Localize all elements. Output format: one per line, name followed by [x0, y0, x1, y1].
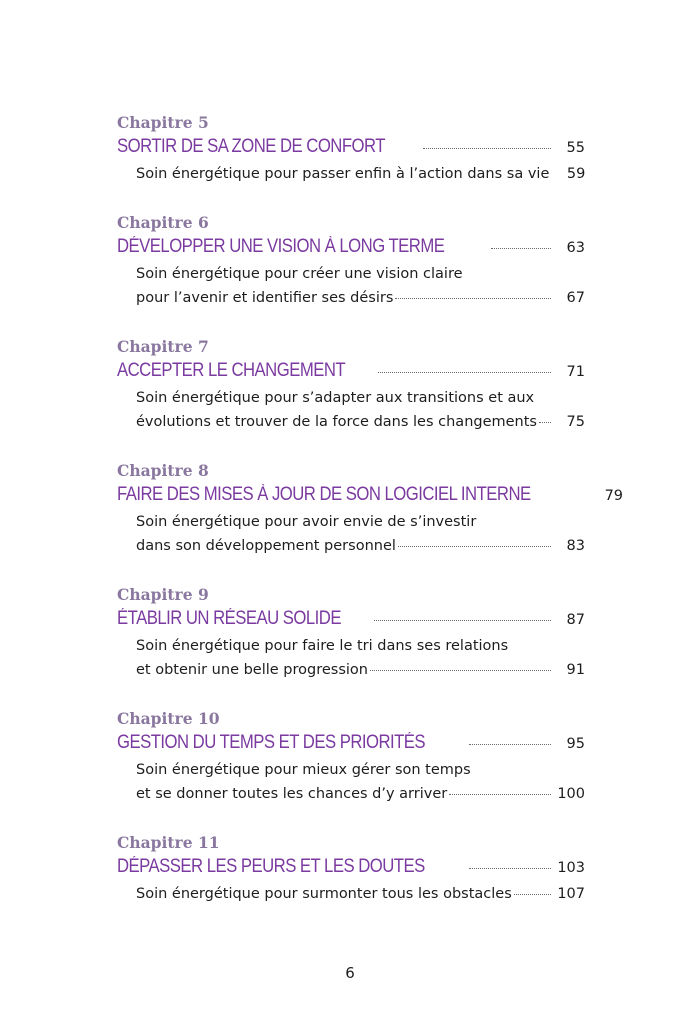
chapter-title: DÉPASSER LES PEURS ET LES DOUTES — [117, 856, 425, 877]
chapter-page-number: 103 — [557, 860, 585, 876]
chapter-title-row[interactable] — [117, 358, 585, 384]
page-number: 6 — [345, 964, 355, 982]
dot-leader — [514, 894, 551, 895]
section-page-number: 75 — [566, 414, 585, 430]
dot-leader — [469, 744, 551, 745]
dot-leader — [449, 794, 551, 795]
dot-leader — [539, 422, 551, 423]
section-page-number: 83 — [566, 538, 585, 554]
chapter-7 — [117, 336, 585, 434]
section-entry[interactable] — [117, 162, 585, 186]
chapter-title-row[interactable] — [117, 606, 585, 632]
section-title: Soin énergétique pour passer enfin à l’action dans sa vie — [136, 166, 550, 182]
section-entry[interactable] — [117, 262, 585, 310]
section-page-number: 59 — [566, 166, 586, 182]
chapter-11 — [117, 832, 585, 906]
chapter-title-row[interactable] — [117, 134, 585, 160]
chapter-page-number: 71 — [566, 364, 585, 380]
section-title-line: Soin énergétique pour avoir envie de s’investir — [136, 514, 477, 530]
dot-leader — [423, 148, 551, 149]
chapter-page-number: 79 — [604, 488, 624, 504]
chapter-label: Chapitre 11 — [117, 833, 220, 852]
chapter-10 — [117, 708, 585, 806]
section-title: pour l’avenir et identifier ses désirs — [136, 290, 394, 306]
section-title: Soin énergétique pour surmonter tous les obstacles — [136, 886, 512, 902]
section-title-line: Soin énergétique pour s’adapter aux transitions et aux — [136, 390, 535, 406]
section-title: dans son développement personnel — [136, 538, 396, 554]
section-page-number: 107 — [557, 886, 585, 902]
dot-leader — [378, 372, 551, 373]
chapter-label: Chapitre 10 — [117, 709, 220, 728]
section-page-number: 100 — [557, 786, 585, 802]
dot-leader — [370, 670, 551, 671]
chapter-title-row[interactable] — [117, 854, 585, 880]
chapter-title-row[interactable] — [117, 730, 585, 756]
section-entry[interactable] — [117, 758, 585, 806]
dot-leader — [469, 868, 551, 869]
chapter-title: FAIRE DES MISES À JOUR DE SON LOGICIEL INTERNE — [117, 484, 531, 505]
section-title-line: Soin énergétique pour faire le tri dans ses relations — [136, 638, 509, 654]
section-entry[interactable] — [117, 386, 585, 434]
chapter-label: Chapitre 7 — [117, 337, 209, 356]
dot-leader — [374, 620, 552, 621]
chapter-label: Chapitre 8 — [117, 461, 209, 480]
chapter-label: Chapitre 9 — [117, 585, 209, 604]
chapter-page-number: 55 — [566, 140, 585, 156]
section-page-number: 91 — [566, 662, 585, 678]
dot-leader — [398, 546, 551, 547]
chapter-title: ACCEPTER LE CHANGEMENT — [117, 360, 346, 381]
chapter-page-number: 95 — [566, 736, 585, 752]
chapter-label: Chapitre 6 — [117, 213, 209, 232]
chapter-title: ÉTABLIR UN RÉSEAU SOLIDE — [117, 608, 341, 629]
dot-leader — [395, 298, 551, 299]
chapter-title: DÉVELOPPER UNE VISION À LONG TERME — [117, 236, 445, 257]
chapter-title: GESTION DU TEMPS ET DES PRIORITÉS — [117, 732, 426, 753]
chapter-title-row[interactable] — [117, 234, 585, 260]
section-title: et se donner toutes les chances d’y arriver — [136, 786, 448, 802]
chapter-6 — [117, 212, 585, 310]
chapter-9 — [117, 584, 585, 682]
section-entry[interactable] — [117, 634, 585, 682]
section-title-line: Soin énergétique pour mieux gérer son temps — [136, 762, 471, 778]
chapter-page-number: 87 — [566, 612, 585, 628]
section-entry[interactable] — [117, 882, 585, 906]
section-title: évolutions et trouver de la force dans les changements — [136, 414, 537, 430]
chapter-title-row[interactable] — [117, 482, 624, 508]
section-entry[interactable] — [117, 510, 585, 558]
section-title-line: Soin énergétique pour créer une vision claire — [136, 266, 463, 282]
chapter-page-number: 63 — [566, 240, 585, 256]
chapter-title: SORTIR DE SA ZONE DE CONFORT — [117, 136, 385, 157]
section-title: et obtenir une belle progression — [136, 662, 368, 678]
chapter-label: Chapitre 5 — [117, 113, 209, 132]
chapter-5 — [117, 112, 585, 186]
section-page-number: 67 — [566, 290, 585, 306]
table-of-contents — [117, 112, 624, 932]
dot-leader — [491, 248, 551, 249]
chapter-8 — [117, 460, 624, 558]
